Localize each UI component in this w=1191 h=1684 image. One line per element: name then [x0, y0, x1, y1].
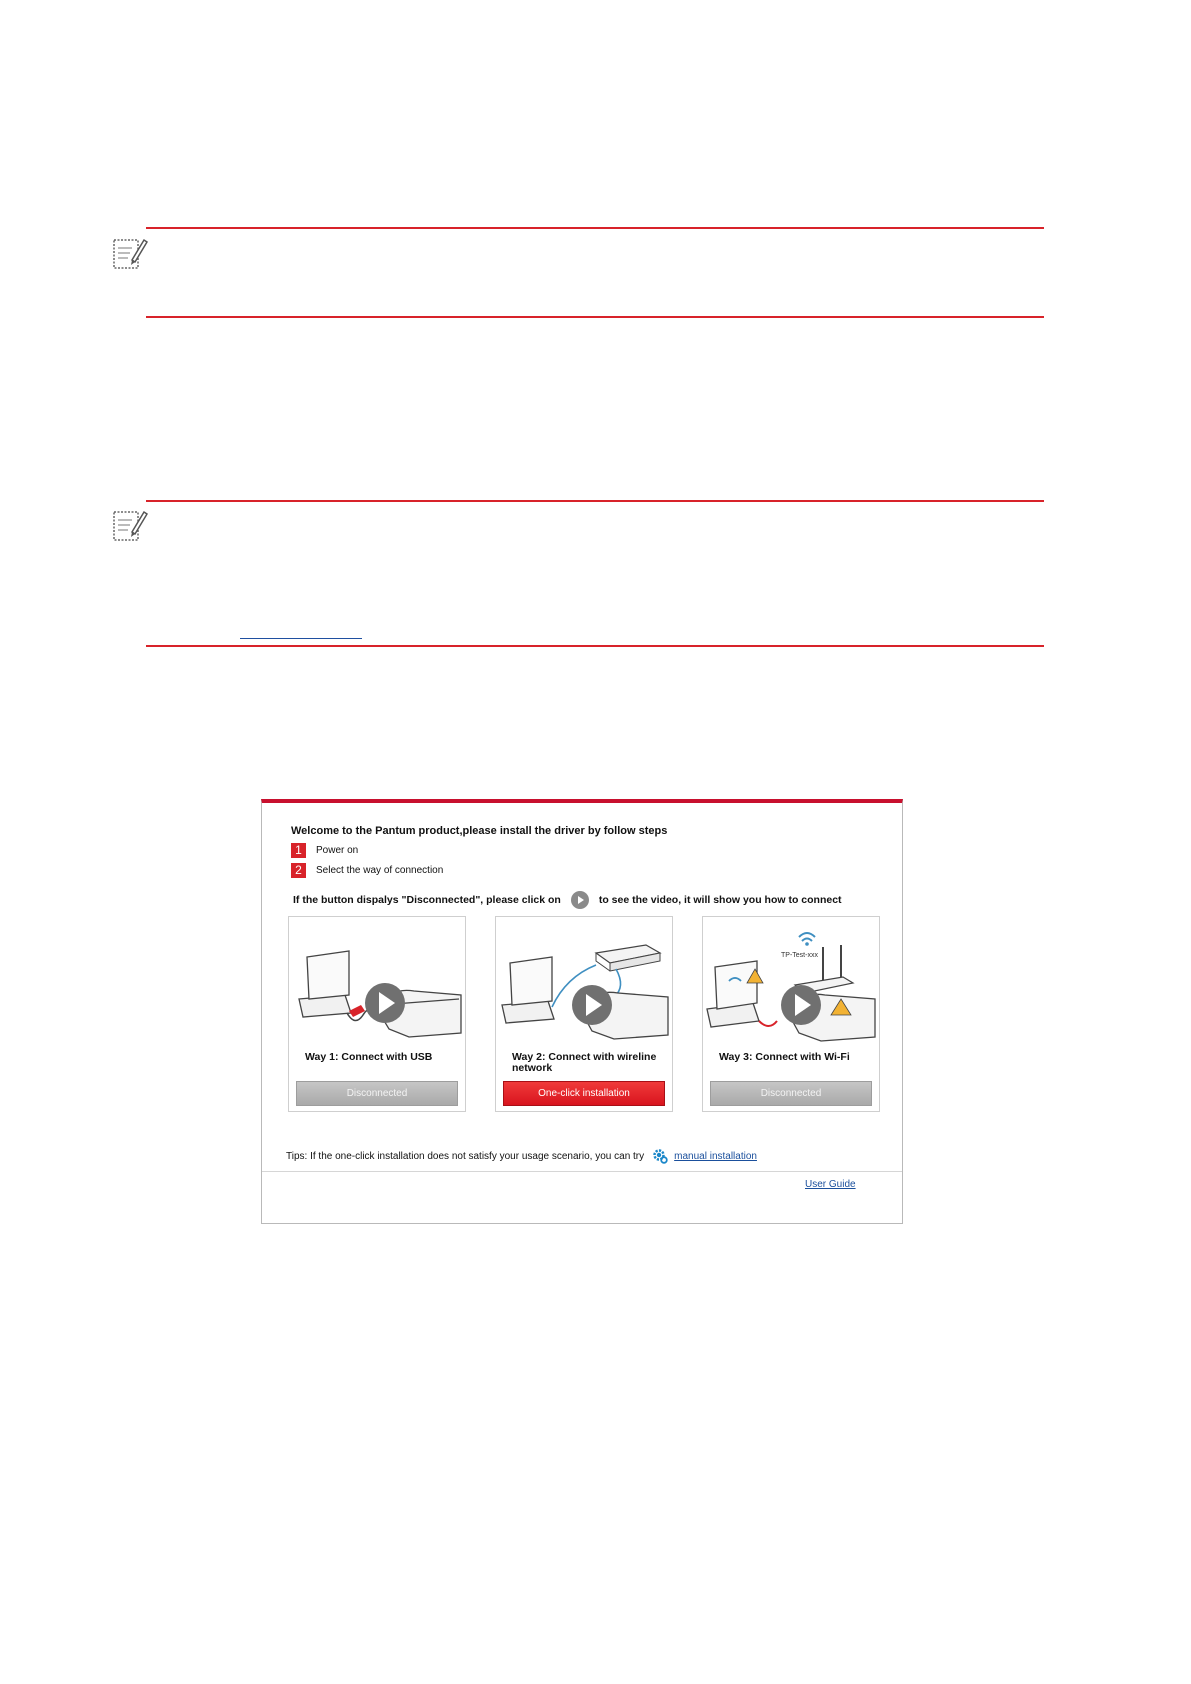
way-title: Way 1: Connect with USB — [305, 1051, 433, 1063]
one-click-installation-button[interactable]: One-click installation — [503, 1081, 665, 1106]
hint-text-before: If the button dispalys "Disconnected", please click on — [293, 894, 561, 906]
note-bottom-rule — [146, 316, 1044, 318]
footer-divider — [262, 1171, 902, 1172]
play-icon[interactable] — [571, 891, 589, 909]
note-top-rule — [146, 227, 1044, 229]
video-hint — [293, 891, 842, 909]
step-label: Select the way of connection — [316, 865, 444, 876]
network-connection-illustration — [496, 917, 672, 1045]
hint-text-after: to see the video, it will show you how to connect — [598, 894, 842, 906]
usb-disconnected-button[interactable]: Disconnected — [296, 1081, 458, 1106]
way-card-network — [495, 916, 673, 1112]
step-2 — [291, 863, 443, 878]
note-icon — [112, 236, 148, 270]
tips-text: Tips: If the one-click installation does not satisfy your usage scenario, you can try — [286, 1150, 645, 1162]
wifi-connection-illustration — [703, 917, 879, 1045]
note-icon — [112, 508, 148, 542]
step-label: Power on — [316, 845, 359, 856]
wifi-network-label: TP-Test-xxx — [781, 952, 818, 959]
tips-line — [286, 1148, 757, 1164]
note-bottom-rule — [146, 645, 1044, 647]
installer-window — [261, 799, 903, 1224]
way-title: Way 2: Connect with wireline network — [512, 1051, 657, 1074]
gear-icon — [652, 1148, 668, 1164]
installer-heading: Welcome to the Pantum product,please install the driver by follow steps — [291, 825, 668, 837]
step-number-badge: 2 — [291, 863, 306, 878]
manual-installation-link[interactable]: manual installation — [674, 1150, 757, 1162]
link-underline[interactable] — [240, 638, 362, 639]
user-guide-link[interactable]: User Guide — [805, 1179, 856, 1190]
wifi-disconnected-button[interactable]: Disconnected — [710, 1081, 872, 1106]
note-top-rule — [146, 500, 1044, 502]
usb-connection-illustration — [289, 917, 465, 1045]
step-number-badge: 1 — [291, 843, 306, 858]
step-1 — [291, 843, 358, 858]
way-card-wifi — [702, 916, 880, 1112]
way-card-usb — [288, 916, 466, 1112]
way-title: Way 3: Connect with Wi-Fi — [719, 1051, 850, 1063]
